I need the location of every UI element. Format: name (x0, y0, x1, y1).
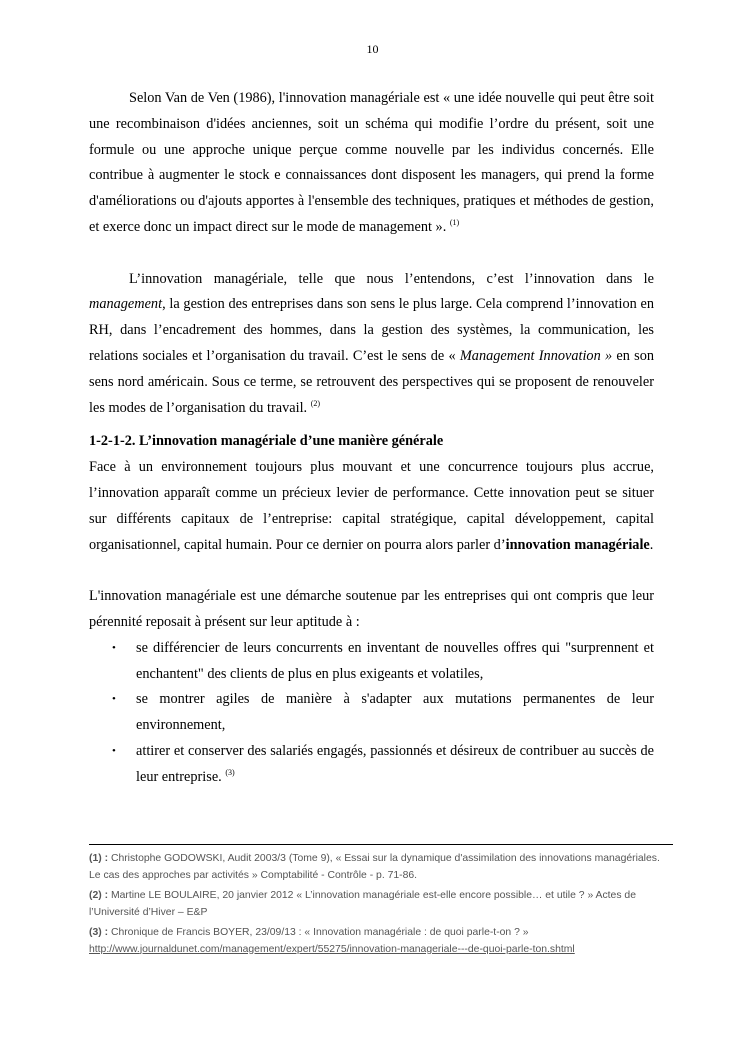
bullet-list (89, 636, 654, 791)
body-text (89, 86, 654, 791)
paragraph-text: Face à un environnement toujours plus mouvant et une concurrence toujours plus accrue, l’innovation apparaît comme un précieux levier de performance. Cette innovation peut se situer sur différents capitaux de l’entreprise: capital stratégique, capital développement, capital organisationnel, capital humain. Pour ce dernier on pourra alors parler d’ (89, 459, 654, 553)
footnote-number: (3) : (89, 927, 109, 938)
paragraph-text: en son sens nord américain. Sous ce terme, se retrouvent des perspectives qui se proposent de renouveler les modes de l’organisation du travail. (89, 347, 655, 416)
paragraph-gap (89, 241, 654, 267)
footnote-number: (2) : (89, 890, 109, 901)
section-heading: 1-2-1-2. L’innovation managériale d’une manière générale (89, 433, 444, 450)
footnote (89, 851, 673, 884)
footnote-ref: (1) (449, 217, 460, 227)
paragraph-performance (89, 455, 654, 558)
list-item (89, 636, 654, 688)
list-item (89, 739, 654, 791)
paragraph-gap (89, 421, 654, 429)
footnote (89, 888, 673, 921)
bold-innovation-manageriale: innovation managériale (505, 536, 650, 553)
list-item-text: se différencier de leurs concurrents en inventant de nouvelles offres qui "surprennent et enchantent" des clients de plus en plus exigeants et volatiles, (136, 639, 654, 682)
paragraph-end: . (649, 536, 654, 553)
paragraph-gap (89, 558, 654, 584)
page-number: 10 (366, 42, 379, 56)
footnote-ref: (3) (225, 767, 235, 777)
paragraph-text: L’innovation managériale, telle que nous l’entendons, c’est l’innovation dans le (129, 270, 654, 287)
paragraph-definition (89, 267, 654, 422)
list-item-text: attirer et conserver des salariés engagés, passionnés et désireux de contribuer au succès de leur entreprise. (136, 742, 654, 785)
bullet-icon: • (112, 693, 116, 706)
bullet-icon: • (112, 641, 116, 654)
emphasis-management: management (89, 296, 163, 313)
footnote-text: Martine LE BOULAIRE, 20 janvier 2012 « L’innovation managériale est-elle encore possible… et utile ? » Actes de l’Université d’Hiver – E&P (89, 890, 636, 918)
paragraph-demarche (89, 584, 654, 636)
list-item (89, 687, 654, 739)
footnote-link[interactable]: http://www.journaldunet.com/management/expert/55275/innovation-manageriale---de-quoi-parle-ton.shtml (89, 943, 575, 955)
paragraph-text: L'innovation managériale est une démarche soutenue par les entreprises qui ont compris que leur pérennité reposait à présent sur leur aptitude à : (89, 588, 654, 630)
footnotes-section (89, 844, 673, 962)
paragraph-text: , la gestion des entreprises dans son sens le plus large. Cela comprend l’innovation en RH, dans l’encadrement des hommes, dans la gestion des systèmes, la communication, les relations sociales et l’organisation du travail. C’est le sens de « (89, 296, 654, 364)
footnote-text: Christophe GODOWSKI, Audit 2003/3 (Tome 9), « Essai sur la dynamique d'assimilation des innovations managériales. Le cas des approches par activités » Comptabilité - Contrôle - p. 71-86. (89, 853, 660, 881)
footnote (89, 925, 673, 958)
list-item-text: se montrer agiles de manière à s'adapter aux mutations permanentes de leur environnement, (136, 691, 654, 734)
bullet-icon: • (112, 744, 116, 757)
footnote-number: (1) : (89, 853, 109, 864)
emphasis-management-innovation: Management Innovation » (459, 347, 613, 364)
footnote-ref: (2) (310, 398, 321, 408)
paragraph-text: Selon Van de Ven (1986), l'innovation managériale est « une idée nouvelle qui peut être soit une recombinaison d'idées anciennes, soit un schéma qui modifie l’ordre du présent, soit une formule ou une approche unique perçue comme nouvelle par les individus concernés. Elle contribue à augmenter le stock e connaissances dont disposent les managers, qui prend la forme d'améliorations ou d'ajouts apportes à l'ensemble des techniques, pratiques et méthodes de gestion, et exerce donc un impact direct sur le mode de management ». (89, 90, 654, 235)
paragraph-van-de-ven (89, 86, 654, 241)
footnote-text: Chronique de Francis BOYER, 23/09/13 : « Innovation managériale : de quoi parle-t-on ? » (110, 927, 529, 938)
